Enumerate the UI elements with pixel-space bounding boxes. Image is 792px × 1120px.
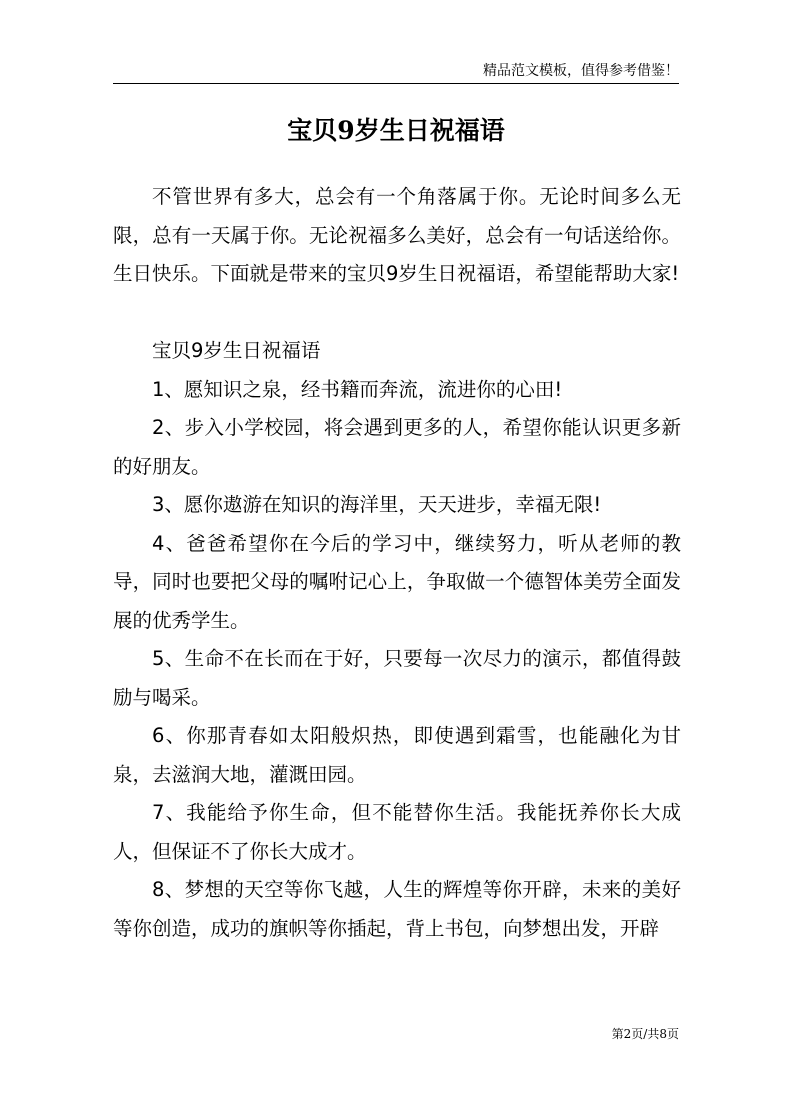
section-heading: 宝贝9岁生日祝福语 xyxy=(152,339,321,362)
list-item: 7、我能给予你生命，但不能替你生活。我能抚养你长大成人，但保证不了你长大成才。 xyxy=(113,801,681,863)
header-divider xyxy=(113,83,679,84)
list-item: 4、爸爸希望你在今后的学习中，继续努力，听从老师的教导，同时也要把父母的嘱咐记心上，争取做一个德智体美劳全面发展的优秀学生。 xyxy=(113,531,681,632)
list-item: 3、愿你遨游在知识的海洋里，天天进步，幸福无限! xyxy=(152,493,602,516)
document-body xyxy=(113,178,681,948)
document-title: 宝贝9岁生日祝福语 xyxy=(287,116,505,145)
page-indicator: 第2页/共8页 xyxy=(611,1027,679,1041)
list-item: 8、梦想的天空等你飞越，人生的辉煌等你开辟，未来的美好等你创造，成功的旗帜等你插起，背上书包，向梦想出发，开辟 xyxy=(113,878,681,940)
list-item: 6、你那青春如太阳般炽热，即使遇到霜雪，也能融化为甘泉，去滋润大地，灌溉田园。 xyxy=(113,724,681,786)
page-header-text: 精品范文模板，值得参考借鉴！ xyxy=(483,63,679,79)
list-item: 1、愿知识之泉，经书籍而奔流，流进你的心田! xyxy=(152,377,563,401)
list-item: 2、步入小学校园，将会遇到更多的人，希望你能认识更多新的好朋友。 xyxy=(113,416,681,478)
intro-paragraph: 不管世界有多大，总会有一个角落属于你。无论时间多么无限，总有一天属于你。无论祝福多么美好，总会有一句话送给你。生日快乐。下面就是带来的宝贝9岁生日祝福语，希望能帮助大家! xyxy=(113,185,681,285)
list-item: 5、生命不在长而在于好，只要每一次尽力的演示，都值得鼓励与喝采。 xyxy=(113,647,681,709)
